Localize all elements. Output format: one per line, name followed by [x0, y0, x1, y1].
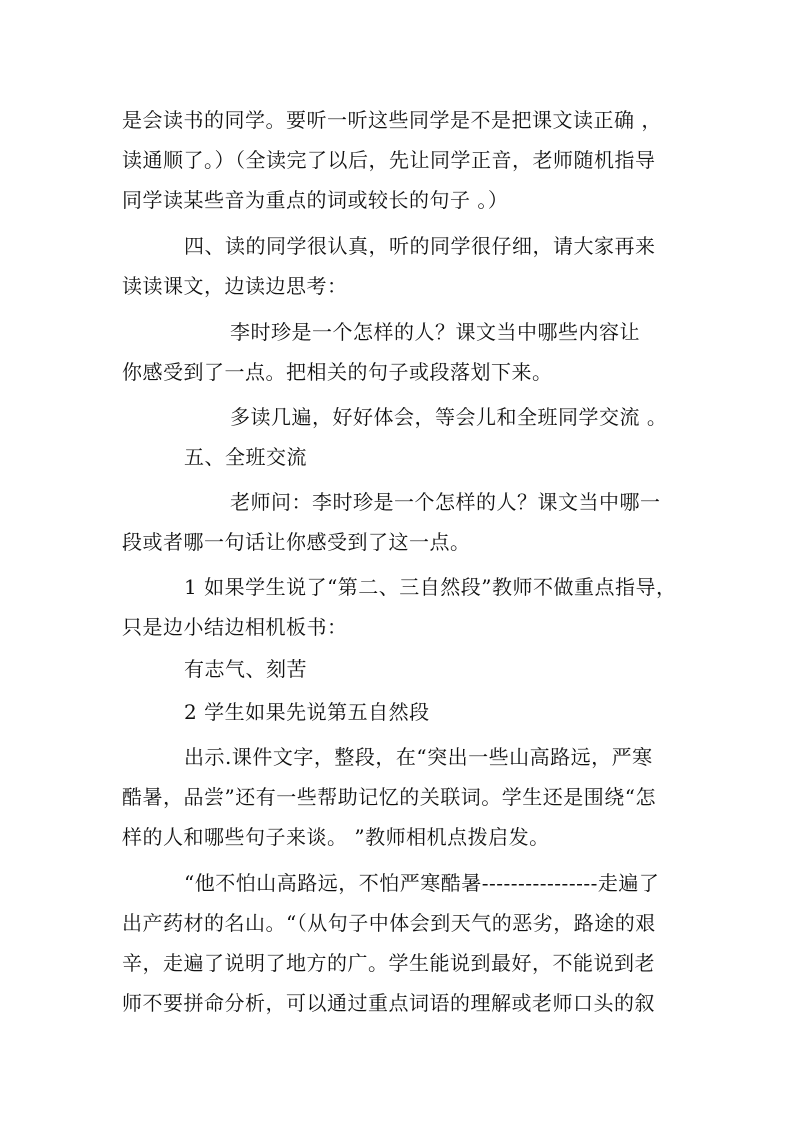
text-line-19: “他不怕山高路远，不怕严寒酷暑----------------走遍了: [184, 871, 660, 895]
text-line-13: 只是边小结边相机板书：: [122, 615, 348, 639]
text-line-18: 样的人和哪些句子来谈。 ”教师相机点拨启发。: [122, 825, 550, 849]
text-line-9: 五、全班交流: [184, 445, 307, 469]
text-line-22: 师不要拼命分析，可以通过重点词语的理解或老师口头的叙: [122, 991, 655, 1015]
text-line-12: 1 如果学生说了“第二、三自然段”教师不做重点指导，: [184, 575, 677, 599]
text-line-16: 出示.课件文字，整段，在“突出一些山高路远，严寒: [184, 745, 653, 769]
text-line-14: 有志气、刻苦: [184, 657, 307, 681]
text-line-2: 读通顺了。）（全读完了以后，先让同学正音，老师随机指导: [122, 148, 656, 172]
text-line-17: 酷暑，品尝”还有一些帮助记忆的关联词。学生还是围绕“怎: [122, 785, 656, 809]
text-line-7: 你感受到了一点。把相关的句子或段落划下来。: [122, 360, 553, 384]
text-line-11: 段或者哪一句话让你感受到了这一点。: [122, 530, 471, 554]
text-line-5: 读读课文，边读边思考：: [122, 274, 348, 298]
text-line-6: 李时珍是一个怎样的人？课文当中哪些内容让: [230, 320, 640, 344]
text-line-20: 出产药材的名山。“（从句子中体会到天气的恶劣，路途的艰: [122, 911, 656, 935]
text-line-1: 是会读书的同学。要听一听这些同学是不是把课文读正确 ，: [122, 108, 662, 132]
text-line-4: 四、读的同学很认真，听的同学很仔细，请大家再来: [184, 234, 656, 258]
text-line-15: 2 学生如果先说第五自然段: [184, 700, 430, 724]
text-line-10: 老师问：李时珍是一个怎样的人？课文当中哪一: [230, 490, 661, 514]
text-line-8: 多读几遍，好好体会，等会儿和全班同学交流 。: [230, 405, 668, 429]
text-line-21: 辛，走遍了说明了地方的广。学生能说到最好，不能说到老: [122, 951, 655, 975]
text-line-3: 同学读某些音为重点的词或较长的句子 。）: [122, 188, 509, 212]
